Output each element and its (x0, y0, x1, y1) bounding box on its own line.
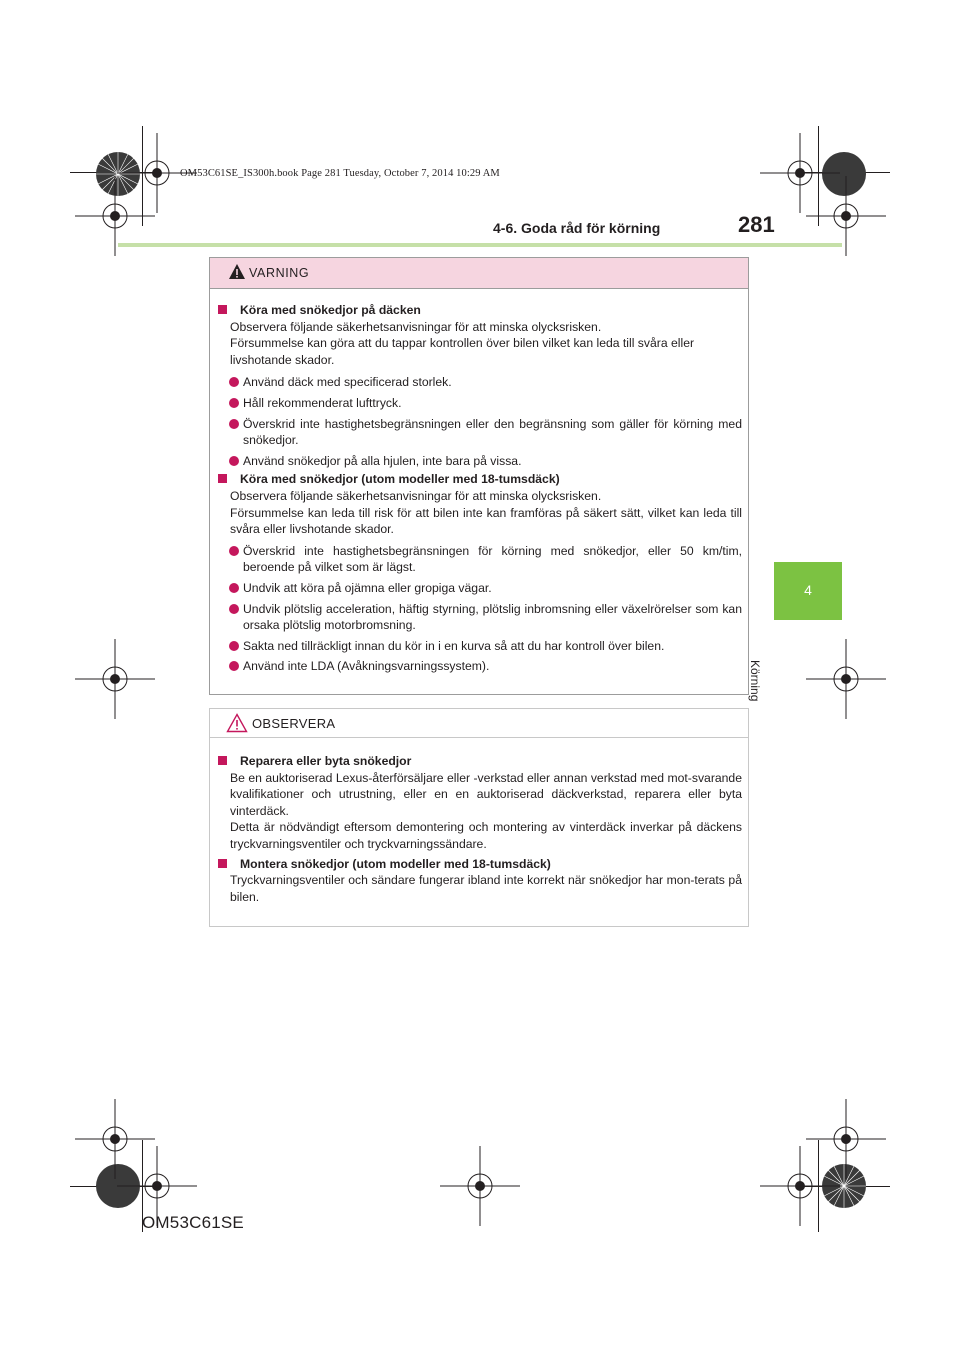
page-number: 281 (738, 212, 775, 237)
notice-box (209, 708, 749, 927)
document-code: OM53C61SE (142, 1213, 244, 1232)
section-heading: Reparera eller byta snökedjor (210, 753, 748, 770)
section-heading: Köra med snökedjor (utom modeller med 18-tumsdäck) (210, 471, 748, 488)
caution-triangle-icon (226, 713, 248, 733)
notice-header (210, 709, 748, 738)
list-item: Undvik plötslig acceleration, häftig styrning, plötslig inbromsning eller växelrörelser som kan orsaka plötslig motorbromsning. (210, 601, 748, 634)
list-item: Använd snökedjor på alla hjulen, inte bara på vissa. (210, 453, 748, 470)
crosshair-mark-icon (72, 636, 158, 722)
square-bullet-icon (218, 756, 227, 765)
paragraph: Försummelse kan leda till risk för att bilen inte kan framföras på säkert sätt, vilket kan leda till svåra eller livshotande skador. (230, 505, 742, 537)
paragraph: Tryckvarningsventiler och sändare fungerar ibland inte korrekt när snökedjor har mon-terats på bilen. (230, 873, 742, 904)
round-bullet-icon (229, 641, 239, 651)
list-item: Överskrid inte hastighetsbegränsningen för körning med snökedjor, eller 50 km/tim, beroende på vilket som är lägst. (210, 543, 748, 576)
chapter-tab: 4 (774, 562, 842, 620)
square-bullet-icon (218, 474, 227, 483)
notice-label: OBSERVERA (252, 716, 336, 731)
paragraph: Observera följande säkerhetsanvisningar för att minska olycksrisken. (230, 319, 602, 334)
warning-box (209, 257, 749, 695)
chapter-name: Körning (748, 660, 762, 702)
round-bullet-icon (229, 604, 239, 614)
paragraph: Detta är nödvändigt eftersom demontering och montering av vinterdäck inverkar på däckens tryckvarningsventiler och tryckvarningssändare. (230, 820, 742, 851)
square-bullet-icon (218, 859, 227, 868)
warning-label: VARNING (249, 266, 310, 280)
round-bullet-icon (229, 583, 239, 593)
list-item: Överskrid inte hastighetsbegränsningen eller den begränsning som gäller för körning med snökedjor. (210, 416, 748, 449)
list-item: Använd inte LDA (Avåkningsvarningssystem). (210, 658, 748, 675)
list-item: Använd däck med specificerad storlek. (210, 374, 748, 391)
warning-triangle-icon (228, 263, 246, 280)
list-item: Undvik att köra på ojämna eller gropiga vägar. (210, 580, 748, 597)
section-heading: Montera snökedjor (utom modeller med 18-tumsdäck) (210, 856, 748, 873)
header-rule (118, 243, 842, 247)
list-item: Håll rekommenderat lufttryck. (210, 395, 748, 412)
paragraph: Observera följande säkerhetsanvisningar för att minska olycksrisken. (230, 488, 602, 503)
book-stamp: OM53C61SE_IS300h.book Page 281 Tuesday, October 7, 2014 10:29 AM (180, 168, 500, 179)
notice-body (210, 749, 748, 905)
round-bullet-icon (229, 398, 239, 408)
crosshair-mark-icon (803, 636, 889, 722)
round-bullet-icon (229, 661, 239, 671)
paragraph: Försummelse kan göra att du tappar kontrollen över bilen vilket kan leda till svåra eller livshotande skador. (230, 336, 695, 367)
crosshair-mark-icon (757, 1143, 843, 1229)
section-heading: Köra med snökedjor på däcken (210, 302, 748, 319)
list-item: Sakta ned tillräckligt innan du kör in i en kurva så att du har kontroll över bilen. (210, 638, 748, 655)
round-bullet-icon (229, 546, 239, 556)
warning-header (210, 258, 748, 289)
round-bullet-icon (229, 456, 239, 466)
round-bullet-icon (229, 377, 239, 387)
crosshair-mark-icon (437, 1143, 523, 1229)
round-bullet-icon (229, 419, 239, 429)
paragraph: Be en auktoriserad Lexus-återförsäljare eller -verkstad eller annan verkstad med mot-svarande kvalifikationer och utrustning, eller en en auktoriserad däckverkstad, reparera eller byta vinterdäck. (230, 770, 742, 818)
square-bullet-icon (218, 305, 227, 314)
warning-body (210, 298, 748, 675)
section-title: 4-6. Goda råd för körning (493, 220, 661, 236)
